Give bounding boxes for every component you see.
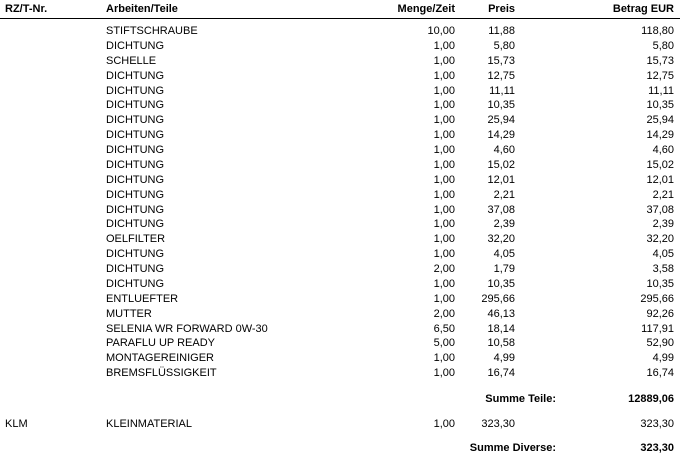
row-price: 4,99 [493,352,515,365]
table-row [0,232,680,247]
row-quantity: 1,00 [433,144,455,157]
row-price: 46,13 [487,307,515,320]
row-amount: 3,58 [652,263,674,276]
row-description: DICHTUNG [106,203,165,216]
row-description: SELENIA WR FORWARD 0W-30 [106,322,268,335]
row-quantity: 2,00 [433,307,455,320]
row-price: 323,30 [481,418,515,430]
row-description: ENTLUEFTER [106,292,179,305]
row-description: SCHELLE [106,54,157,67]
row-amount: 2,21 [652,188,674,201]
row-amount: 15,73 [646,54,674,67]
row-description: DICHTUNG [106,99,165,112]
row-price: 16,74 [487,367,515,380]
diverse-total-row [0,441,680,456]
row-amount: 14,29 [646,129,674,142]
row-amount: 2,39 [652,218,674,231]
table-row [0,292,680,307]
row-quantity: 1,00 [433,39,455,52]
row-description: PARAFLU UP READY [106,337,216,350]
row-quantity: 10,00 [427,25,455,37]
row-quantity: 1,00 [433,292,455,305]
row-price: 14,29 [487,129,515,142]
row-quantity: 1,00 [433,129,455,142]
row-quantity: 1,00 [433,218,455,231]
row-quantity: 1,00 [433,233,455,246]
row-description: DICHTUNG [106,277,165,290]
row-ref: KLM [5,418,28,430]
row-amount: 117,91 [641,322,674,335]
header-ref: RZ/T-Nr. [5,3,48,15]
row-price: 10,35 [487,277,515,290]
table-row [0,322,680,337]
row-amount: 25,94 [646,114,674,127]
row-description: DICHTUNG [106,144,165,157]
parts-total-label: Summe Teile: [485,393,556,405]
table-row [0,98,680,113]
row-amount: 295,66 [640,292,674,305]
row-amount: 16,74 [646,367,674,380]
row-quantity: 1,00 [433,84,455,97]
row-amount: 52,90 [646,337,674,350]
header-amount: Betrag EUR [612,3,674,15]
row-description: STIFTSCHRAUBE [106,25,198,37]
row-price: 12,75 [487,69,515,82]
row-price: 1,79 [493,263,515,276]
row-amount: 11,11 [648,84,674,97]
row-price: 11,88 [488,25,515,37]
diverse-total-value: 323,30 [640,442,674,454]
row-description: MUTTER [106,307,152,320]
row-price: 10,35 [487,99,515,112]
row-amount: 323,30 [640,418,674,430]
row-quantity: 1,00 [433,54,455,67]
table-row [0,69,680,84]
row-amount: 12,01 [646,173,674,186]
row-quantity: 1,00 [433,203,455,216]
row-description: DICHTUNG [106,188,165,201]
row-amount: 4,05 [652,248,674,261]
header-quantity: Menge/Zeit [397,3,455,15]
row-quantity: 2,00 [433,263,455,276]
table-row [0,158,680,173]
row-description: DICHTUNG [106,39,165,52]
row-quantity: 1,00 [433,367,455,380]
row-amount: 5,80 [652,39,674,52]
diverse-total-label: Summe Diverse: [469,442,556,454]
row-price: 5,80 [493,39,515,52]
table-row [0,277,680,292]
table-row [0,54,680,69]
header-description: Arbeiten/Teile [106,3,178,15]
table-row [0,217,680,232]
row-quantity: 1,00 [433,69,455,82]
row-quantity: 1,00 [433,114,455,127]
row-quantity: 1,00 [433,158,455,171]
parts-total-row [0,392,680,407]
row-price: 4,60 [493,144,515,157]
table-row [0,173,680,188]
table-row [0,262,680,277]
parts-total-value: 12889,06 [628,393,674,405]
table-row [0,39,680,54]
row-quantity: 1,00 [433,352,455,365]
row-description: KLEINMATERIAL [106,418,192,430]
table-row [0,366,680,381]
row-price: 4,05 [493,248,515,261]
row-price: 18,14 [487,322,515,335]
row-description: DICHTUNG [106,114,165,127]
table-row [0,336,680,351]
row-quantity: 1,00 [433,418,455,430]
row-price: 12,01 [487,173,515,186]
row-amount: 37,08 [646,203,674,216]
table-row [0,351,680,366]
row-amount: 4,99 [652,352,674,365]
row-description: MONTAGEREINIGER [106,352,214,365]
row-price: 10,58 [487,337,515,350]
table-header [0,0,680,19]
header-price: Preis [488,3,515,15]
row-amount: 118,80 [641,25,674,37]
row-amount: 10,35 [646,99,674,112]
row-amount: 12,75 [646,69,674,82]
table-row [0,128,680,143]
row-quantity: 1,00 [433,99,455,112]
row-quantity: 1,00 [433,173,455,186]
row-quantity: 1,00 [433,248,455,261]
row-amount: 32,20 [646,233,674,246]
row-description: DICHTUNG [106,84,165,97]
row-description: DICHTUNG [106,248,165,261]
row-price: 15,02 [487,158,515,171]
row-amount: 92,26 [646,307,674,320]
table-row [0,307,680,322]
row-price: 295,66 [481,292,515,305]
table-row [0,113,680,128]
row-description: OELFILTER [106,233,166,246]
row-price: 32,20 [487,233,515,246]
row-description: DICHTUNG [106,129,165,142]
row-price: 15,73 [487,54,515,67]
row-description: DICHTUNG [106,158,165,171]
table-row [0,247,680,262]
row-description: DICHTUNG [106,218,165,231]
row-description: DICHTUNG [106,263,165,276]
table-row [0,188,680,203]
table-row [0,203,680,218]
table-row [0,143,680,158]
table-row [0,84,680,99]
table-row [0,417,680,432]
row-amount: 4,60 [652,144,674,157]
row-amount: 10,35 [646,277,674,290]
row-description: BREMSFLÜSSIGKEIT [106,367,217,380]
row-price: 25,94 [487,114,515,127]
row-price: 2,21 [493,188,515,201]
row-description: DICHTUNG [106,173,165,186]
row-quantity: 6,50 [433,322,455,335]
row-quantity: 5,00 [433,337,455,350]
table-row [0,24,680,39]
row-quantity: 1,00 [433,277,455,290]
row-quantity: 1,00 [433,188,455,201]
row-price: 11,11 [489,84,515,97]
row-price: 37,08 [487,203,515,216]
row-amount: 15,02 [646,158,674,171]
row-description: DICHTUNG [106,69,165,82]
row-price: 2,39 [493,218,515,231]
